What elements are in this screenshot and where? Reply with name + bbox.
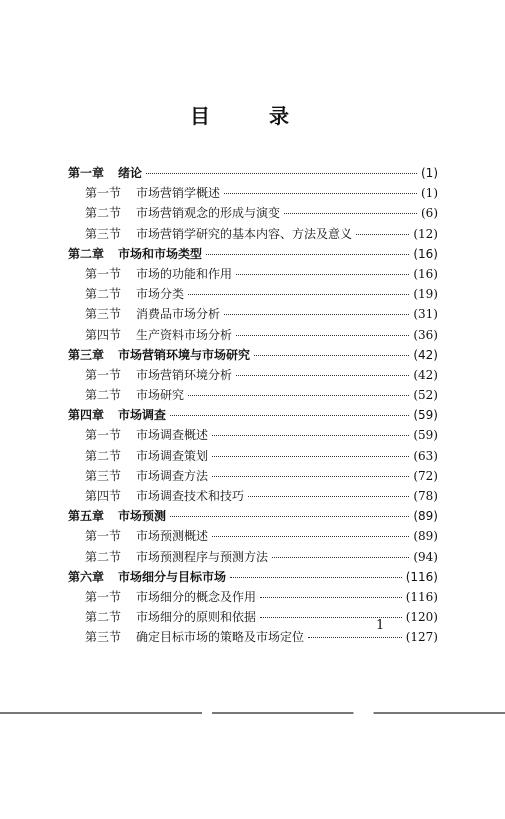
- dot-leader: [212, 456, 409, 457]
- scan-edge-line: [0, 712, 505, 714]
- toc-chapter-entry: [68, 567, 438, 587]
- dot-leader: [236, 335, 409, 336]
- toc-entry-title: 市场营销学概述: [136, 186, 221, 201]
- dot-leader: [212, 536, 409, 537]
- toc-entry-page: (116): [405, 569, 438, 584]
- toc-entry-title: 市场细分的原则和依据: [136, 610, 257, 625]
- toc-chapter-entry: [68, 163, 438, 183]
- toc-entry-number: 第一节: [85, 428, 122, 443]
- toc-entry-title: 生产资料市场分析: [136, 327, 233, 342]
- toc-entry-number: 第一节: [85, 186, 122, 201]
- toc-section-entry: [68, 466, 438, 486]
- toc-entry-number: 第四节: [85, 489, 122, 503]
- toc-entry-title: 市场预测: [118, 509, 167, 524]
- toc-entry-page: (1): [421, 166, 438, 180]
- toc-entry-number: 第二节: [85, 388, 122, 403]
- toc-entry-page: (16): [413, 266, 438, 281]
- toc-entry-number: 第六章: [68, 569, 105, 584]
- toc-entry-page: (94): [413, 549, 438, 564]
- toc-entry-number: 第一节: [85, 589, 122, 604]
- toc-entry-page: (116): [405, 589, 438, 604]
- toc-entry-page: (120): [405, 610, 438, 625]
- toc-entry-number: 第二节: [85, 549, 122, 564]
- dot-leader: [224, 314, 409, 315]
- page-title: 目 录: [190, 104, 315, 128]
- toc-entry-page: (72): [413, 468, 438, 483]
- dot-leader: [170, 516, 409, 517]
- toc-entry-page: (19): [413, 287, 438, 302]
- dot-leader: [188, 294, 409, 295]
- toc-chapter-entry: [68, 405, 438, 425]
- toc-entry-number: 第二节: [85, 610, 122, 625]
- toc-entry-title: 消费品市场分析: [136, 307, 221, 322]
- toc-entry-number: 第二章: [68, 246, 105, 261]
- toc-section-entry: [68, 486, 438, 506]
- toc-section-entry: [68, 385, 438, 405]
- toc-entry-title: 市场和市场类型: [118, 246, 203, 261]
- toc-chapter-entry: [68, 244, 438, 264]
- toc-section-entry: [68, 203, 438, 223]
- table-of-contents: [68, 163, 438, 648]
- toc-entry-page: (36): [413, 327, 438, 342]
- toc-entry-page: (52): [413, 388, 438, 403]
- toc-entry-page: (78): [413, 489, 438, 503]
- dot-leader: [146, 173, 417, 174]
- dot-leader: [272, 557, 409, 558]
- toc-entry-title: 市场调查: [118, 408, 167, 423]
- toc-entry-page: (12): [413, 226, 438, 241]
- toc-chapter-entry: [68, 506, 438, 526]
- toc-entry-title: 市场分类: [136, 287, 185, 302]
- toc-entry-title: 市场细分与目标市场: [118, 569, 227, 584]
- toc-entry-page: (89): [413, 509, 438, 524]
- toc-section-entry: [68, 264, 438, 284]
- toc-section-entry: [68, 425, 438, 445]
- toc-entry-number: 第四节: [85, 327, 122, 342]
- toc-entry-number: 第三节: [85, 468, 122, 483]
- toc-entry-number: 第四章: [68, 408, 105, 423]
- toc-entry-number: 第三节: [85, 307, 122, 322]
- toc-entry-page: (42): [413, 367, 438, 382]
- toc-section-entry: [68, 446, 438, 466]
- toc-section-entry: [68, 526, 438, 546]
- toc-entry-page: (16): [413, 246, 438, 261]
- dot-leader: [224, 193, 417, 194]
- toc-entry-number: 第二节: [85, 206, 122, 221]
- dot-leader: [254, 355, 409, 356]
- toc-entry-page: (59): [413, 428, 438, 443]
- toc-entry-number: 第三节: [85, 226, 122, 241]
- toc-entry-title: 市场细分的概念及作用: [136, 589, 257, 604]
- dot-leader: [230, 577, 402, 578]
- toc-entry-number: 第三章: [68, 347, 105, 362]
- toc-section-entry: [68, 547, 438, 567]
- toc-entry-number: 第一节: [85, 529, 122, 544]
- dot-leader: [170, 415, 409, 416]
- toc-entry-page: (63): [413, 448, 438, 463]
- toc-entry-title: 市场预测概述: [136, 529, 209, 544]
- page-number: 1: [376, 618, 385, 633]
- dot-leader: [284, 213, 417, 214]
- toc-entry-title: 市场营销学研究的基本内容、方法及意义: [136, 226, 353, 241]
- toc-entry-title: 市场营销观念的形成与演变: [136, 206, 281, 221]
- dot-leader: [356, 234, 409, 235]
- toc-section-entry: [68, 284, 438, 304]
- toc-entry-title: 市场调查方法: [136, 468, 209, 483]
- toc-entry-number: 第二节: [85, 448, 122, 463]
- toc-entry-number: 第二节: [85, 287, 122, 302]
- toc-entry-number: 第一章: [68, 166, 105, 180]
- toc-entry-title: 市场营销环境分析: [136, 367, 233, 382]
- toc-entry-title: 绪论: [118, 166, 143, 180]
- toc-entry-number: 第一节: [85, 367, 122, 382]
- toc-entry-title: 市场预测程序与预测方法: [136, 549, 269, 564]
- toc-entry-page: (127): [405, 630, 438, 645]
- dot-leader: [236, 274, 409, 275]
- toc-entry-page: (1): [421, 186, 438, 201]
- toc-entry-title: 市场调查策划: [136, 448, 209, 463]
- toc-entry-page: (31): [413, 307, 438, 322]
- toc-section-entry: [68, 224, 438, 244]
- toc-entry-number: 第一节: [85, 266, 122, 281]
- toc-entry-title: 市场的功能和作用: [136, 266, 233, 281]
- toc-section-entry: [68, 365, 438, 385]
- toc-entry-title: 确定目标市场的策略及市场定位: [136, 630, 305, 645]
- dot-leader: [206, 254, 409, 255]
- toc-entry-number: 第三节: [85, 630, 122, 645]
- dot-leader: [308, 637, 402, 638]
- toc-section-entry: [68, 304, 438, 324]
- toc-entry-title: 市场调查概述: [136, 428, 209, 443]
- dot-leader: [260, 597, 402, 598]
- toc-section-entry: [68, 183, 438, 203]
- dot-leader: [212, 476, 409, 477]
- dot-leader: [236, 375, 409, 376]
- toc-entry-title: 市场营销环境与市场研究: [118, 347, 251, 362]
- toc-chapter-entry: [68, 345, 438, 365]
- toc-entry-title: 市场研究: [136, 388, 185, 403]
- toc-entry-page: (6): [421, 206, 438, 221]
- dot-leader: [248, 496, 409, 497]
- toc-entry-page: (89): [413, 529, 438, 544]
- toc-section-entry: [68, 587, 438, 607]
- dot-leader: [188, 395, 409, 396]
- toc-section-entry: [68, 325, 438, 345]
- toc-entry-page: (59): [413, 408, 438, 423]
- toc-entry-number: 第五章: [68, 509, 105, 524]
- dot-leader: [212, 435, 409, 436]
- toc-entry-title: 市场调查技术和技巧: [136, 489, 245, 503]
- toc-entry-page: (42): [413, 347, 438, 362]
